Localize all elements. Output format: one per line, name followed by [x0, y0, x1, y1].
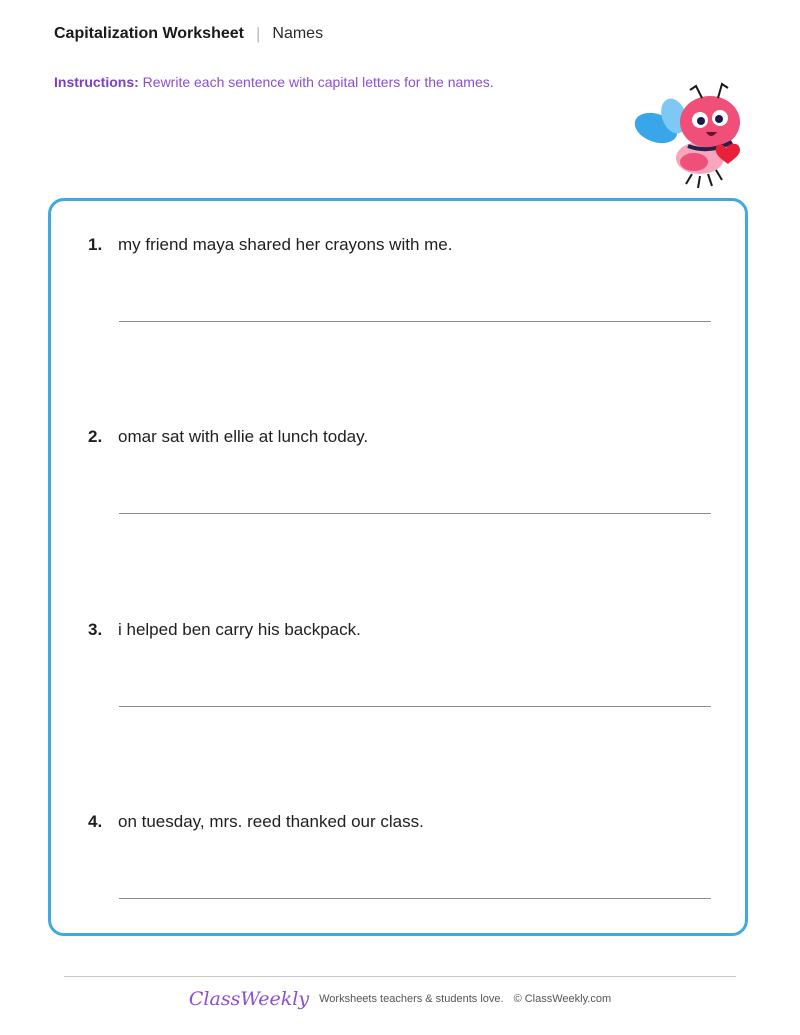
- question-number: 3.: [88, 620, 103, 639]
- question-number: 1.: [88, 235, 103, 254]
- question-sentence: i helped ben carry his backpack.: [118, 620, 361, 639]
- answer-line[interactable]: [119, 321, 711, 322]
- question-item-3: [88, 620, 711, 640]
- header-separator: |: [255, 24, 261, 43]
- question-sentence: my friend maya shared her crayons with me.: [118, 235, 453, 254]
- question-number: 4.: [88, 812, 103, 831]
- question-item-4: [88, 812, 711, 832]
- footer-tagline: Worksheets teachers & students love.: [319, 993, 504, 1005]
- brand-logo: ClassWeekly: [188, 988, 310, 1010]
- bee-mascot-icon: [630, 80, 750, 195]
- answer-line[interactable]: [119, 513, 711, 514]
- worksheet-topic: Names: [272, 25, 324, 42]
- footer-divider: [64, 976, 736, 977]
- instructions-text: Rewrite each sentence with capital letters for the names.: [142, 74, 494, 90]
- question-sentence: on tuesday, mrs. reed thanked our class.: [118, 812, 424, 831]
- instructions: [54, 74, 494, 90]
- instructions-label: Instructions:: [54, 74, 139, 90]
- question-number: 2.: [88, 427, 103, 446]
- footer-copyright: © ClassWeekly.com: [513, 993, 612, 1005]
- question-item-1: [88, 235, 711, 255]
- question-sentence: omar sat with ellie at lunch today.: [118, 427, 369, 446]
- page-footer: [0, 988, 800, 1010]
- answer-line[interactable]: [119, 898, 711, 899]
- answer-line[interactable]: [119, 706, 711, 707]
- question-item-2: [88, 427, 711, 447]
- page-header: [54, 24, 323, 44]
- worksheet-title: Capitalization Worksheet: [54, 25, 244, 42]
